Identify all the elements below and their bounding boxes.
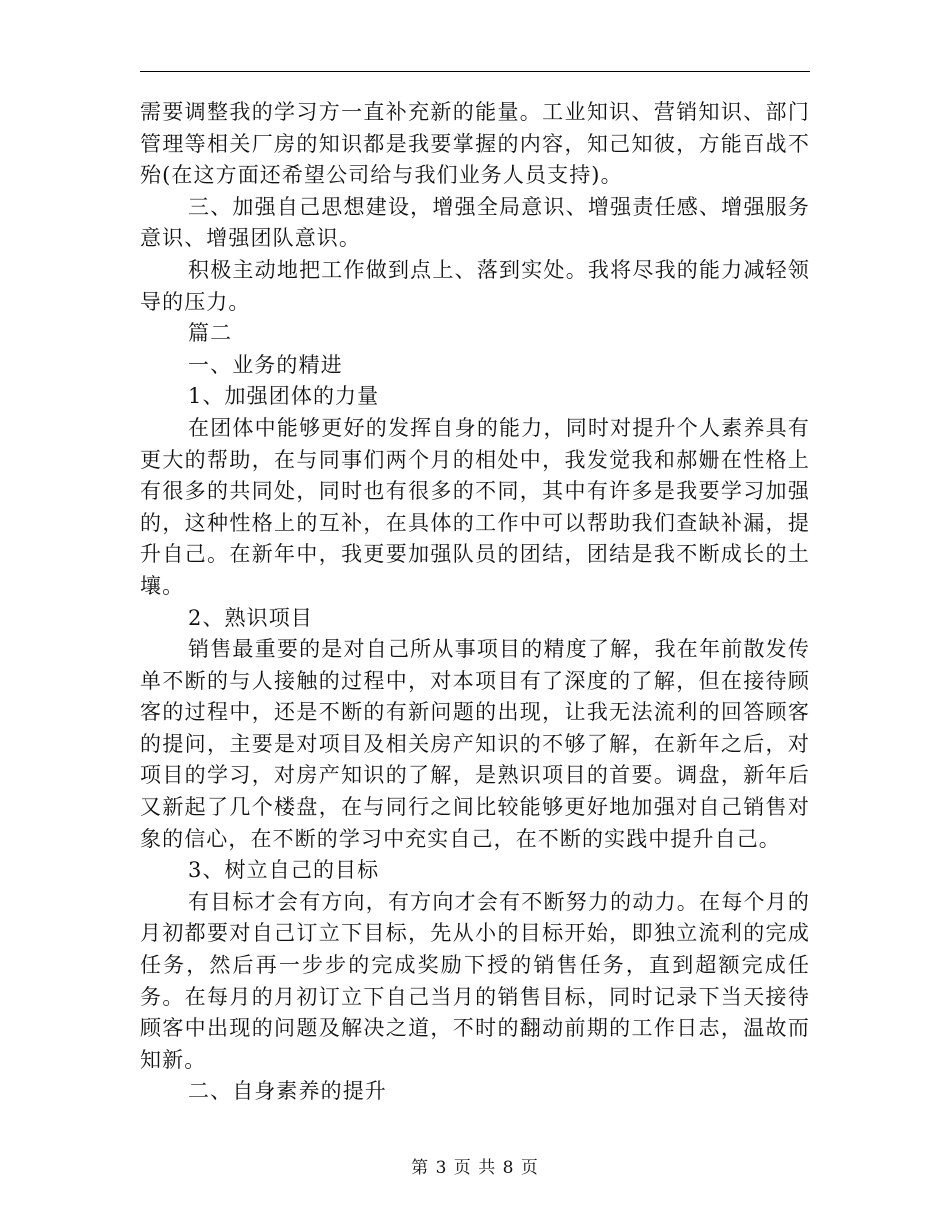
paragraph: 销售最重要的是对自己所从事项目的精度了解，我在年前散发传单不断的与人接触的过程中，对本项目有了深度的了解，但在接待顾客的过程中，还是不断的有新问题的出现，让我无法流利的回答顾客的提问，主要是对项目及相关房产知识的不够了解，在新年之后，对项目的学习，对房产知识的了解，是熟识项目的首要。调盘，新年后又新起了几个楼盘，在与同行之间比较能够更好地加强对自己销售对象的信心，在不断的学习中充实自己，在不断的实践中提升自己。 <box>140 637 810 851</box>
section-heading: 一、业务的精进 <box>188 352 343 377</box>
section-heading: 篇二 <box>188 321 233 346</box>
paragraph: 有目标才会有方向，有方向才会有不断努力的动力。在每个月的月初都要对自己订立下目标，先从小的目标开始，即独立流利的完成任务，然后再一步步的完成奖励下授的销售任务，直到超额完成任务。在每月的月初订立下自己当月的销售目标，同时记录下当天接待顾客中出现的问题及解决之道，不时的翻动前期的工作日志，温故而知新。 <box>140 889 810 1072</box>
header-rule <box>140 71 810 72</box>
subsection-heading: 1、加强团体的力量 <box>188 384 380 409</box>
subsection-heading: 3、树立自己的目标 <box>188 858 380 883</box>
page-number-footer: 第 3 页 共 8 页 <box>411 1158 539 1178</box>
paragraph: 在团体中能够更好的发挥自身的能力，同时对提升个人素养具有更大的帮助，在与同事们两个月的相处中，我发觉我和郝姗在性格上有很多的共同处，同时也有很多的不同，其中有许多是我要学习加强的，这种性格上的互补，在具体的工作中可以帮助我们查缺补漏，提升自己。在新年中，我更要加强队员的团结，团结是我不断成长的土壤。 <box>140 415 810 598</box>
paragraph: 积极主动地把工作做到点上、落到实处。我将尽我的能力减轻领导的压力。 <box>140 257 810 314</box>
paragraph: 需要调整我的学习方一直补充新的能量。工业知识、营销知识、部门管理等相关厂房的知识都是我要掌握的内容，知己知彼，方能百战不殆(在这方面还希望公司给与我们业务人员支持)。 <box>140 100 810 188</box>
paragraph: 三、加强自己思想建设，增强全局意识、增强责任感、增强服务意识、增强团队意识。 <box>140 194 810 251</box>
subsection-heading: 2、熟识项目 <box>188 605 313 630</box>
section-heading: 二、自身素养的提升 <box>188 1079 387 1104</box>
body-text <box>140 97 810 1108</box>
